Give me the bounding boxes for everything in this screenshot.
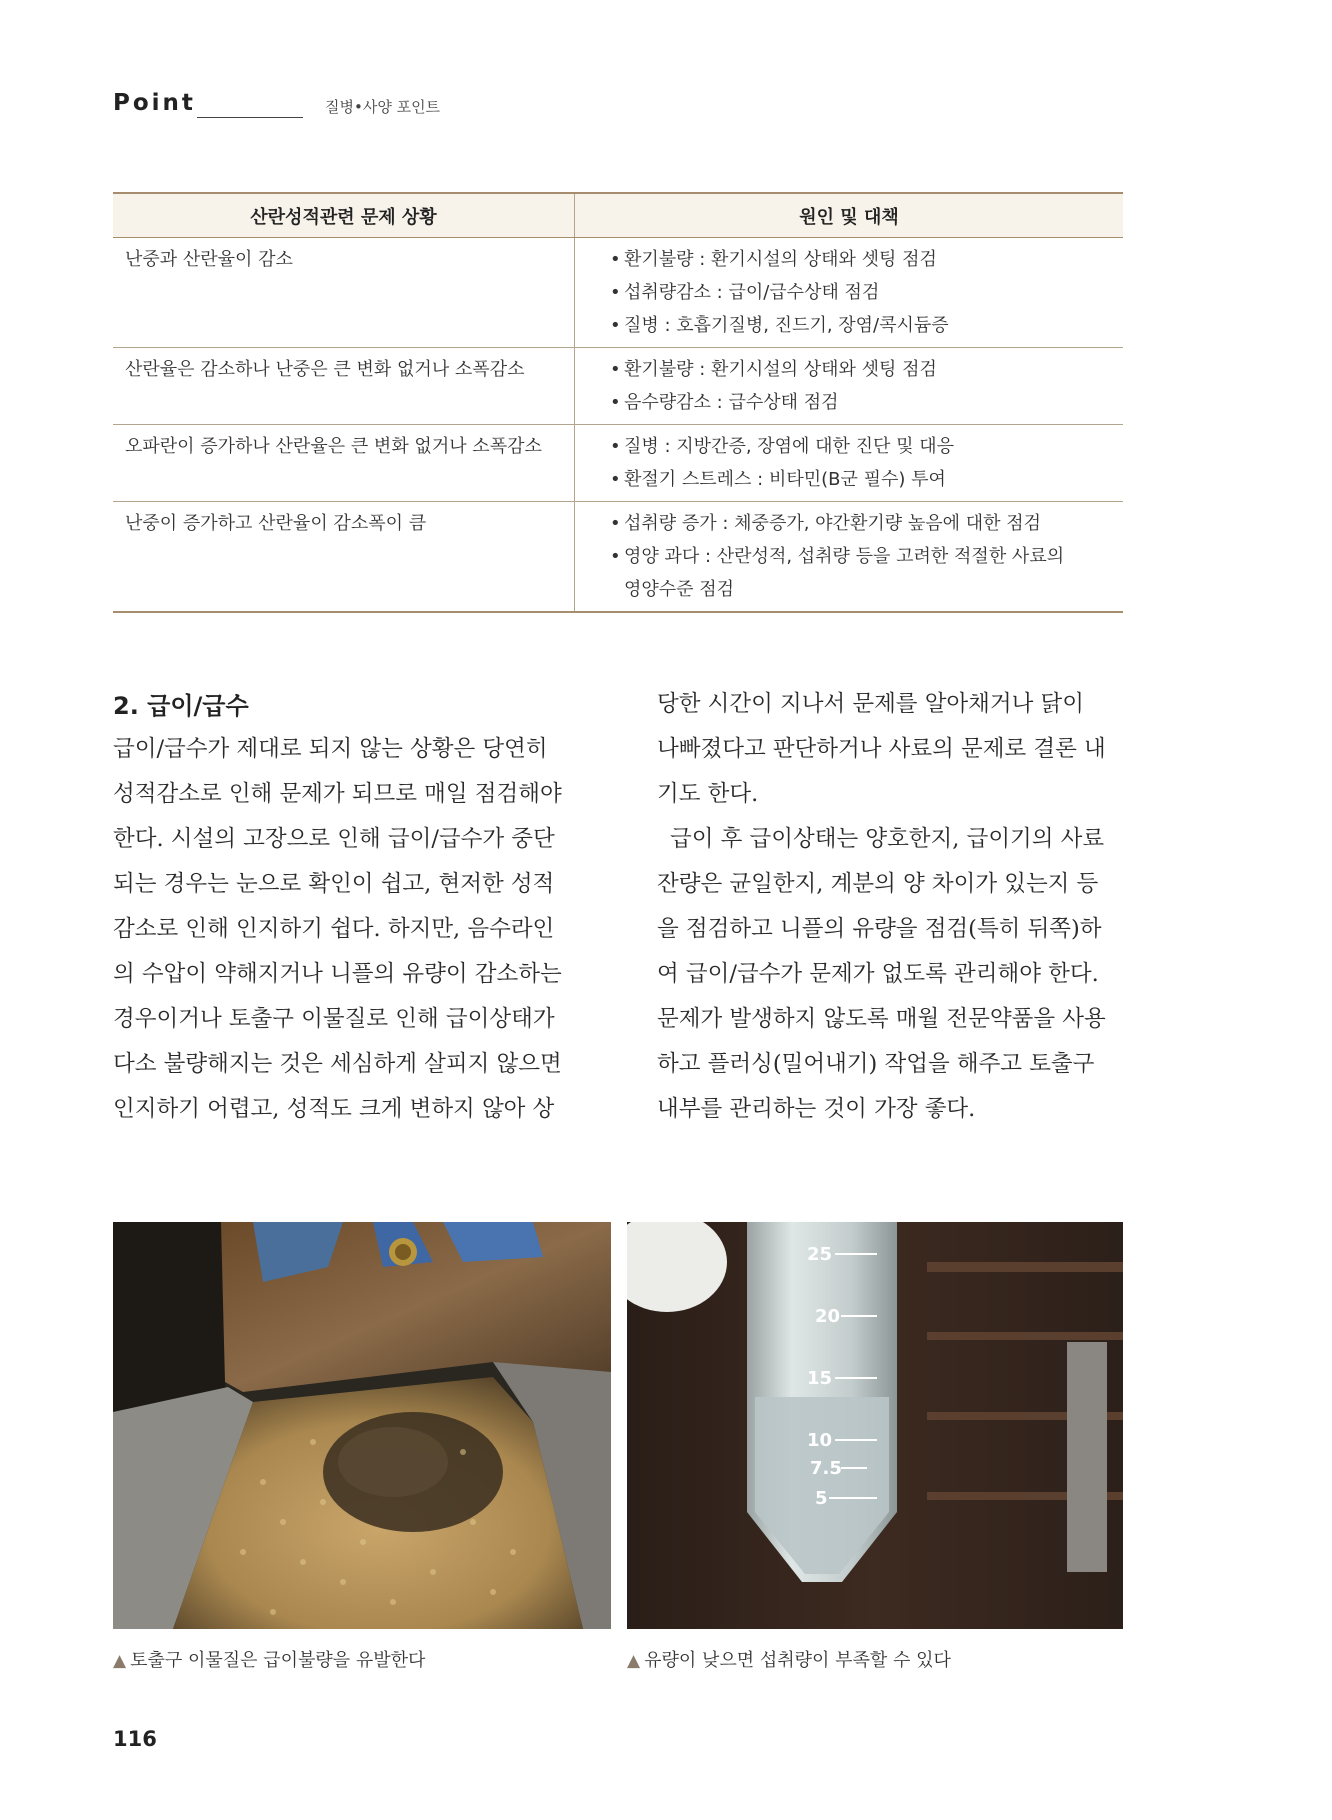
text-line: 의 수압이 약해지거나 니플의 유량이 감소하는 [113, 961, 562, 987]
header-problem: 산란성적관련 문제 상황 [113, 193, 575, 238]
feeder-photo [113, 1222, 611, 1629]
cause-cell [575, 502, 1124, 613]
problem-cause-table [113, 192, 1123, 613]
text-line: 한다. 시설의 고장으로 인해 급이/급수가 중단 [113, 826, 555, 852]
table-row [113, 348, 1123, 425]
header-divider [197, 117, 303, 118]
text-line: 내부를 관리하는 것이 가장 좋다. [657, 1096, 976, 1122]
text-line: 을 점검하고 니플의 유량을 점검(특히 뒤쪽)하 [657, 916, 1102, 942]
text-line: 하고 플러싱(밀어내기) 작업을 해주고 토출구 [657, 1051, 1095, 1077]
table-row [113, 502, 1123, 613]
text-line: 나빠졌다고 판단하거나 사료의 문제로 결론 내 [657, 736, 1106, 762]
caption-text: 유량이 낮으면 섭취량이 부족할 수 있다 [644, 1650, 951, 1671]
problem-cell: 난중과 산란율이 감소 [113, 238, 575, 348]
tube-mark-20: 20 [815, 1306, 841, 1327]
text-line: 급이/급수가 제대로 되지 않는 상황은 당연히 [113, 736, 548, 762]
table-row [113, 425, 1123, 502]
photo-caption-right [627, 1646, 951, 1672]
problem-cell: 산란율은 감소하나 난중은 큰 변화 없거나 소폭감소 [113, 348, 575, 425]
problem-cell: 오파란이 증가하나 산란율은 큰 변화 없거나 소폭감소 [113, 425, 575, 502]
point-label: Point [113, 90, 196, 116]
tube-mark-7-5: 7.5 [810, 1458, 842, 1479]
cause-cell [575, 348, 1124, 425]
caption-text: 토출구 이물질은 급이불량을 유발한다 [130, 1650, 426, 1671]
cause-bullet: • 영양 과다 : 산란성적, 섭취량 등을 고려한 적절한 사료의 [610, 540, 1111, 573]
text-line: 문제가 발생하지 않도록 매월 전문약품을 사용 [657, 1006, 1106, 1032]
text-line: 당한 시간이 지나서 문제를 알아채거나 닭이 [657, 691, 1084, 717]
cause-bullet: • 환기불량 : 환기시설의 상태와 셋팅 점검 [610, 353, 1111, 386]
section-title: 2. 급이/급수 [113, 692, 249, 720]
text-line: 기도 한다. [657, 781, 759, 807]
header-cause: 원인 및 대책 [575, 193, 1124, 238]
page-number: 116 [113, 1727, 157, 1751]
tube-mark-10: 10 [807, 1430, 833, 1451]
tube-illustration [627, 1222, 1123, 1629]
cause-bullet: • 환기불량 : 환기시설의 상태와 셋팅 점검 [610, 243, 1111, 276]
text-line: 되는 경우는 눈으로 확인이 쉽고, 현저한 성적 [113, 871, 555, 897]
cause-bullet: • 질병 : 호흡기질병, 진드기, 장염/콕시듐증 [610, 309, 1111, 342]
cause-cell [575, 238, 1124, 348]
text-line: 인지하기 어렵고, 성적도 크게 변하지 않아 상 [113, 1096, 555, 1122]
table-header-row [113, 193, 1123, 238]
body-text-left [113, 727, 583, 1132]
body-text-right [657, 682, 1123, 1132]
cause-bullet: • 환절기 스트레스 : 비타민(B군 필수) 투여 [610, 463, 1111, 496]
tube-mark-25: 25 [807, 1244, 833, 1265]
cause-bullet-continuation: 영양수준 점검 [624, 579, 735, 600]
text-line: 급이 후 급이상태는 양호한지, 급이기의 사료 [670, 826, 1105, 852]
triangle-marker-icon: ▲ [113, 1651, 127, 1671]
photo-caption-left [113, 1646, 425, 1672]
text-line: 경우이거나 토출구 이물질로 인해 급이상태가 [113, 1006, 555, 1032]
feeder-illustration [113, 1222, 611, 1629]
tube-photo [627, 1222, 1123, 1629]
triangle-marker-icon: ▲ [627, 1651, 641, 1671]
cause-bullet: • 질병 : 지방간증, 장염에 대한 진단 및 대응 [610, 430, 1111, 463]
tube-mark-5: 5 [815, 1488, 828, 1509]
text-line: 다소 불량해지는 것은 세심하게 살피지 않으면 [113, 1051, 562, 1077]
section-label: 질병•사양 포인트 [325, 98, 441, 116]
problem-cell: 난중이 증가하고 산란율이 감소폭이 큼 [113, 502, 575, 613]
text-line: 잔량은 균일한지, 계분의 양 차이가 있는지 등 [657, 871, 1099, 897]
tube-mark-15: 15 [807, 1368, 833, 1389]
cause-cell [575, 425, 1124, 502]
text-line: 여 급이/급수가 문제가 없도록 관리해야 한다. [657, 961, 1099, 987]
cause-bullet: • 섭취량감소 : 급이/급수상태 점검 [610, 276, 1111, 309]
table-row [113, 238, 1123, 348]
cause-bullet: • 음수량감소 : 급수상태 점검 [610, 386, 1111, 419]
text-line: 성적감소로 인해 문제가 되므로 매일 점검해야 [113, 781, 562, 807]
text-line: 감소로 인해 인지하기 쉽다. 하지만, 음수라인 [113, 916, 555, 942]
cause-bullet: • 섭취량 증가 : 체중증가, 야간환기량 높음에 대한 점검 [610, 507, 1111, 540]
